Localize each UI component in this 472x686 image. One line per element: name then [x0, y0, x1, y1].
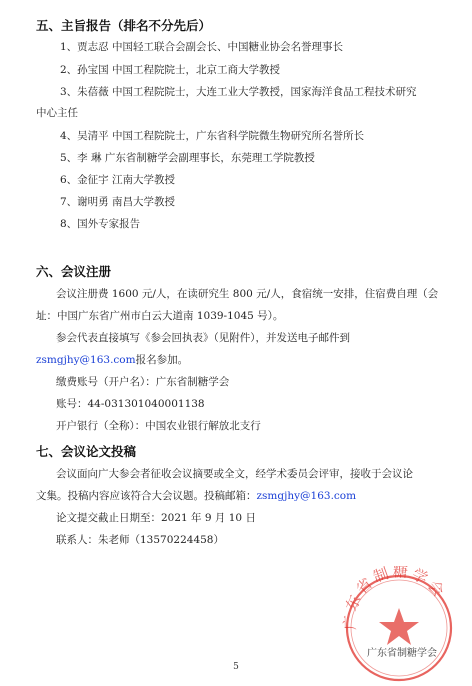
- registration-fee-line-2: 址：中国广东省广州市白云大道南 1039-1045 号）。: [36, 310, 284, 322]
- payment-bank: 开户银行（全称）：中国农业银行解放北支行: [56, 420, 261, 432]
- keynote-item-6: 6、金征宇 江南大学教授: [60, 174, 176, 186]
- paper-call-line-1: 会议面向广大参会者征收会议摘要或全文，经学术委员会评审，接收于会议论: [56, 468, 413, 480]
- contact-person: 联系人：朱老师（13570224458）: [56, 534, 224, 546]
- registration-form-line-1: 参会代表直接填写《参会回执表》（见附件），并发送电子邮件到: [56, 332, 350, 344]
- section-5-heading: 五、主旨报告（排名不分先后）: [36, 18, 212, 33]
- keynote-item-1: 1、贾志忍 中国轻工联合会副会长、中国糖业协会名誉理事长: [60, 41, 344, 53]
- payment-account-name: 缴费账号（开户名）：广东省制糖学会: [56, 376, 230, 388]
- keynote-item-5: 5、李 琳 广东省制糖学会副理事长，东莞理工学院教授: [60, 152, 315, 164]
- keynote-item-8: 8、国外专家报告: [60, 218, 141, 230]
- keynote-item-3-cont: 中心主任: [36, 107, 78, 119]
- registration-email-link[interactable]: zsmgjhy@163.com: [36, 354, 136, 366]
- keynote-item-7: 7、谢明勇 南昌大学教授: [60, 196, 176, 208]
- section-7-heading: 七、会议论文投稿: [36, 444, 137, 459]
- keynote-item-4: 4、吴清平 中国工程院院士，广东省科学院微生物研究所名誉所长: [60, 130, 365, 142]
- page-number: 5: [233, 662, 239, 672]
- seal-ring-text: 广东省制糖学会: [340, 566, 450, 631]
- section-6-heading: 六、会议注册: [36, 264, 112, 279]
- seal-bottom-text: 广东省制糖学会: [367, 648, 437, 659]
- registration-form-suffix: 报名参加。: [135, 354, 189, 366]
- keynote-item-3: 3、朱蓓薇 中国工程院院士，大连工业大学教授，国家海洋食品工程技术研究: [60, 86, 417, 98]
- paper-call-prefix: 文集。投稿内容应该符合大会议题。投稿邮箱：: [36, 490, 257, 502]
- payment-account-number: 账号：44-031301040001138: [56, 398, 205, 410]
- paper-deadline: 论文提交截止日期至：2021 年 9 月 10 日: [56, 512, 256, 524]
- keynote-item-2: 2、孙宝国 中国工程院院士，北京工商大学教授: [60, 64, 281, 76]
- paper-call-line-2: [36, 489, 356, 503]
- registration-form-line-2: [36, 353, 188, 367]
- registration-fee-line-1: 会议注册费 1600 元/人，在读研究生 800 元/人，食宿统一安排，住宿费自理（会: [56, 288, 439, 300]
- seal-star-icon: [379, 608, 419, 645]
- submission-email-link[interactable]: zsmgjhy@163.com: [256, 490, 357, 502]
